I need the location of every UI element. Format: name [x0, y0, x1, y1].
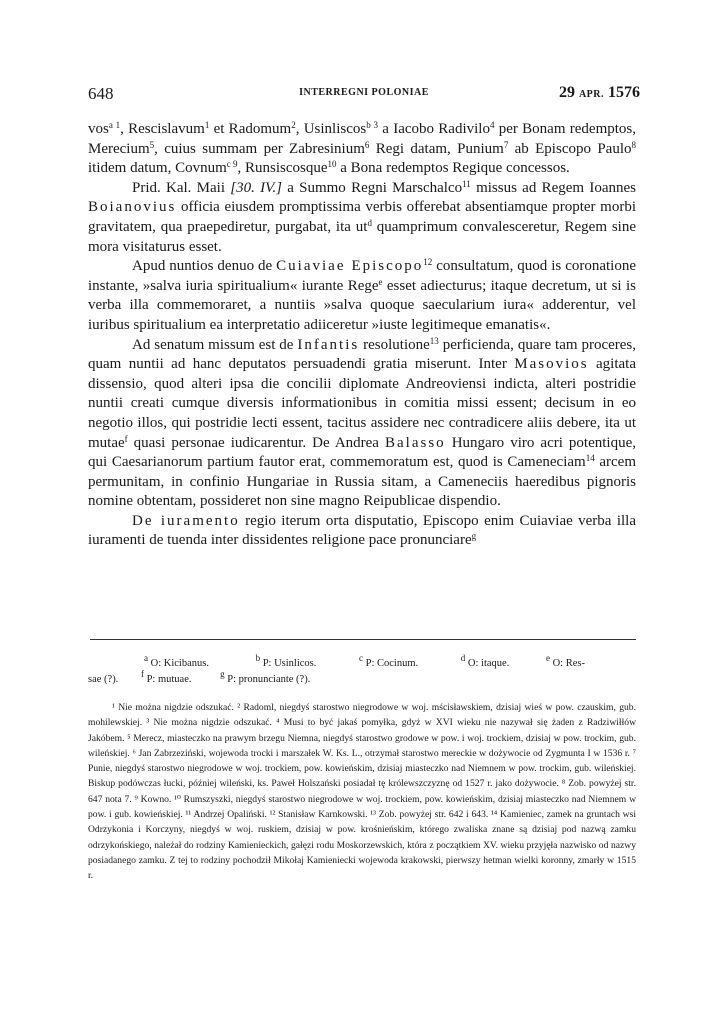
- date-day: 29: [558, 84, 575, 101]
- explanatory-notes: [88, 700, 636, 884]
- running-header: [88, 84, 640, 104]
- running-date: [559, 84, 640, 102]
- page-number: 648: [88, 84, 114, 103]
- running-title: INTERREGNI POLONIAE: [299, 87, 429, 98]
- date-year: 1576: [608, 84, 640, 101]
- date-month: APR.: [578, 89, 604, 100]
- paragraph-5: De iuramento regio iterum orta disputatio, Episcopo enim Cuiaviae verba illa iuramenti de tuenda inter dissidentes religione pace pronunciare$^g$: [88, 512, 637, 549]
- variant-notes: $^a$ O: Kicibanus. $^b$ P: Usinlicos. $^c$ P: Cocinum. $^d$ O: itaque. $^e$ O: Res- sae (?). $^f$ P: mutuae. $^g$ P: pronunciante (?).: [88, 653, 585, 685]
- notes-text: ¹ Nie można nigdzie odszukać. ² Radoml, niegdyś starostwo niegrodowe w woj. mścisławskiem, dzisiaj wieś w pow. czauskim, gub. mohilewskiej. ³ Nie można nigdzie odszukać. ⁴ Musi to być jakaś pomyłka, gdyż w XVI wieku nie nazywał się żaden z Radziwiłłów Jakóbem. ⁵ Merecz, miasteczko na prawym brzegu Niemna, niegdyś starostwo grodowe w pow. i woj. trockiem, dzisiaj w pow. trockim, gub. wileńskiej. ⁶ Jan Zabrzeziński, wojewoda trocki i marszałek W. Ks. L., otrzymał starostwo mereckie w dożywocie od Zygmunta I w 1536 r. ⁷ Punie, niegdyś starostwo niegrodowe w woj. trockiem, pow. kowieńskim, dzisiaj miasteczko nad Niemnem w pow. trockim, gub. wileńskiej. Biskup podówczas łucki, później wileński, ks. Paweł Holszański posiadał tę królewszczyznę od 1527 r. jako dożywocie. ⁸ Zob. powyżej str. 647 nota 7. ⁹ Kowno. ¹⁰ Rumszyszki, niegdyś starostwo niegrodowe w woj. trockiem, pow. kowieńskim, dzisiaj miasteczko nad Niemnem w pow. i gub. kowieńskiej. ¹¹ Andrzej Opaliński. ¹² Stanisław Karnkowski. ¹³ Zob. powyżej str. 642 i 643. ¹⁴ Kamieniec, zamek na gruntach wsi Odrzykonia i Korczyny, niegdyś w woj. ruskiem, dzisiaj w pow. krośnieńskim, którego zwaliska znane są dzisiaj pod nazwą zamku odrzykońskiego, należał do rodziny Kamienieckich, gałęzi rodu Moskorzewskich, która z początkiem XV. wieku przyjęła nazwisko od nazwy posiadanego zamku. Z tej to rodziny pochodził Mikołaj Kamieniecki wojewoda krakowski, pierwszy hetman wielki koronny, zmarły w 1515 r.: [88, 702, 636, 882]
- paragraph-4: Ad senatum missum est de Infantis resolutione$^{13}$ perficienda, quare tam proceres, quam nuntii ad hanc deputatos persuadendi gratia miserunt. Inter Masovios agitata dissensio, quod alteri ipsa die concilii diplomate Andreoviensi indicta, alteri postridie nuntii creati cumque diversis informationibus in comitia missi essent; decisum in eo negotio illos, qui postridie lecti essent, tacitus assidere nec contradicere aliis debere, ita ut mutae$^f$ quasi personae iudicarentur. De Andrea Balasso Hungaro viro acri potentique, qui Caesarianorum partium fautor erat, commemoratum est, quod is Cameneciam$^{14}$ arcem permunitam, in confinio Hungariae in Russia sitam, a Cameneciis haeredibus pignoris nomine obtentam, possideret non sine magno Reipublicae dispendio.: [88, 335, 637, 510]
- paragraph-3: Apud nuntios denuo de Cuiaviae Episcopo$^{12}$ consultatum, quod is coronatione instante, »salva iuria spiritualium« iurante Rege$^e$ esset adiecturus; itaque decretum, ut si is verba illa commemoraret, a nuntiis »salva quoque saecularium iura« adderentur, vel iuribus spiritualium ea interpretatio adiiceretur »iuste legitimeque emanatis«.: [88, 257, 637, 333]
- footnote-divider: [90, 639, 636, 640]
- paragraph-2: Prid. Kal. Maii [30. IV.] a Summo Regni Marschalco$^{11}$ missus ad Regem Ioannes Boianovius officia eiusdem promptissima verbis offerebat absentiamque propter morbi gravitatem, qua praepediretur, purgabat, ita $ut^d$ quamprimum convalesceretur, Regem sine mora visitaturus esset.: [88, 178, 637, 255]
- main-text: [88, 120, 636, 551]
- paragraph-1: vos$^{a 1}$, Rescislavum$^1$ et Radomum$^2$, Usinliscos$^{b 3}$ a Iacobo Radivilo$^4$ per Bonam redemptos, Merecium$^5$, cuius summam per Zabresinium$^6$ Regi datam, Punium$^7$ ab Episcopo Paulo$^8$ itidem datum, Covnum$^{c 9}$, Runsiscosque$^{10}$ a Bona redemptos Regique concessos.: [88, 120, 637, 177]
